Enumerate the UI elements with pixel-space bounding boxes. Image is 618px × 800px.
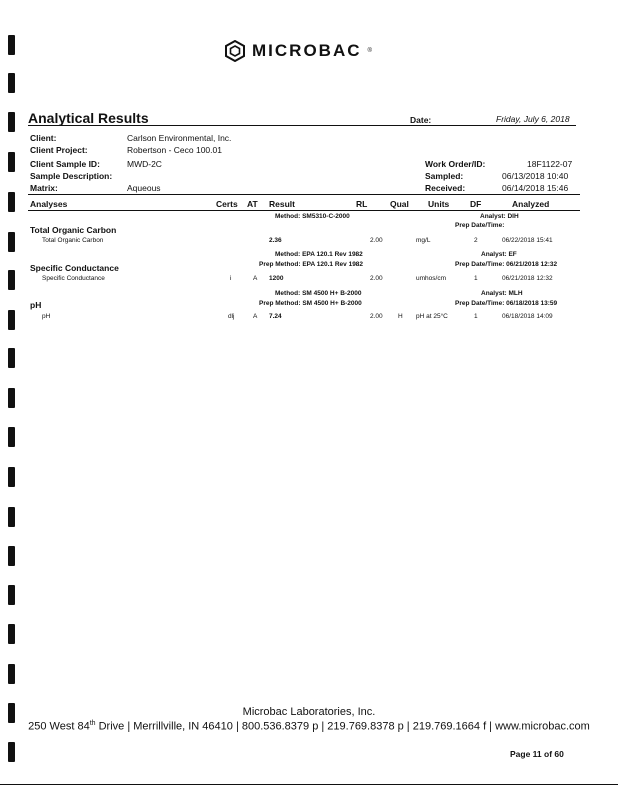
footer-address-sup: th [89,720,96,727]
row-df: 1 [474,313,478,320]
punch-hole [8,192,15,212]
punch-hole [8,310,15,330]
header-at: AT [247,199,258,209]
row-df: 2 [474,237,478,244]
footer-address-start: 250 West 84 [28,720,90,733]
punch-hole [8,35,15,55]
info-divider [28,194,580,195]
group-name: Specific Conductance [30,263,119,273]
work-order-value: 18F1122-07 [527,159,573,169]
logo-trademark: ® [367,48,372,54]
punch-hole [8,73,15,93]
work-order-label: Work Order/ID: [425,159,486,169]
client-value: Carlson Environmental, Inc. [127,133,232,143]
prep-date-text: Prep Date/Time: [455,222,505,229]
header-rl: RL [356,199,368,209]
punch-hole [8,742,15,762]
row-units: mg/L [416,237,431,244]
sample-id-value: MWD-2C [127,159,162,169]
prep-method-text: Prep Method: SM 4500 H+ B-2000 [259,300,362,307]
punch-hole [8,152,15,172]
footer-company: Microbac Laboratories, Inc. [242,706,376,718]
bottom-rule [0,784,618,785]
row-rl: 2.00 [370,237,383,244]
punch-hole [8,507,15,527]
sampled-value: 06/13/2018 10:40 [502,171,569,181]
row-certs: i [230,275,232,282]
footer-address [0,720,618,733]
group-name: pH [30,300,42,310]
row-result: 2.36 [269,237,282,244]
header-certs: Certs [216,199,238,209]
prep-date-text: Prep Date/Time: 06/21/2018 12:32 [455,261,558,268]
analyst-text: Analyst: EF [481,251,517,258]
row-certs: dlj [228,313,235,320]
header-rule [28,210,580,211]
punch-hole [8,546,15,566]
logo-wordmark: MICROBAC [252,41,362,60]
project-label: Client Project: [30,145,88,155]
row-analyte: Total Organic Carbon [42,237,104,244]
punch-hole [8,664,15,684]
received-value: 06/14/2018 15:46 [502,183,569,193]
prep-date-text: Prep Date/Time: 06/18/2018 13:59 [455,300,558,307]
hexagon-logo-icon [224,40,246,62]
row-df: 1 [474,275,478,282]
row-units: pH at 25°C [416,313,448,320]
method-text: Method: EPA 120.1 Rev 1982 [275,251,363,258]
received-label: Received: [425,183,466,193]
punch-hole [8,585,15,605]
client-label: Client: [30,133,57,143]
punch-hole [8,232,15,252]
punch-hole [8,348,15,368]
sample-id-label: Client Sample ID: [30,159,100,169]
punch-hole [8,467,15,487]
analyst-text: Analyst: MLH [481,290,523,297]
punch-hole [8,112,15,132]
punch-hole [8,427,15,447]
row-rl: 2.00 [370,313,383,320]
header-qual: Qual [390,199,409,209]
method-text: Method: SM 4500 H+ B-2000 [275,290,362,297]
row-analyzed: 06/21/2018 12:32 [502,275,553,282]
project-value: Robertson - Ceco 100.01 [127,145,222,155]
microbac-logo [224,40,372,62]
description-label: Sample Description: [30,171,113,181]
punch-hole [8,624,15,644]
header-result: Result [269,199,295,209]
row-at: A [253,313,258,320]
row-analyzed: 06/18/2018 14:09 [502,313,553,320]
matrix-value: Aqueous [127,183,161,193]
punch-hole [8,388,15,408]
row-rl: 2.00 [370,275,383,282]
page-title: Analytical Results [28,110,149,126]
row-analyzed: 06/22/2018 15:41 [502,237,553,244]
row-analyte: pH [42,313,51,320]
matrix-label: Matrix: [30,183,58,193]
header-analyses: Analyses [30,199,68,209]
sampled-label: Sampled: [425,171,464,181]
date-label: Date: [410,115,432,125]
group-name: Total Organic Carbon [30,225,117,235]
header-analyzed: Analyzed [512,199,550,209]
date-value: Friday, July 6, 2018 [496,114,570,124]
analyst-text: Analyst: DIH [480,213,519,220]
row-result: 1200 [269,275,284,282]
row-analyte: Specific Conductance [42,275,105,282]
title-rule [28,125,576,126]
header-units: Units [428,199,450,209]
row-qual: H [398,313,403,320]
header-df: DF [470,199,482,209]
row-result: 7.24 [269,313,282,320]
row-at: A [253,275,258,282]
page-number: Page 11 of 60 [510,749,564,759]
footer-address-rest: Drive | Merrillville, IN 46410 | 800.536.8379 p | 219.769.8378 p | 219.769.1664 f | www.microbac.com [95,720,590,733]
method-text: Method: SM5310-C-2000 [275,213,350,220]
prep-method-text: Prep Method: EPA 120.1 Rev 1982 [259,261,364,268]
punch-hole [8,270,15,290]
row-units: umhos/cm [416,275,446,282]
